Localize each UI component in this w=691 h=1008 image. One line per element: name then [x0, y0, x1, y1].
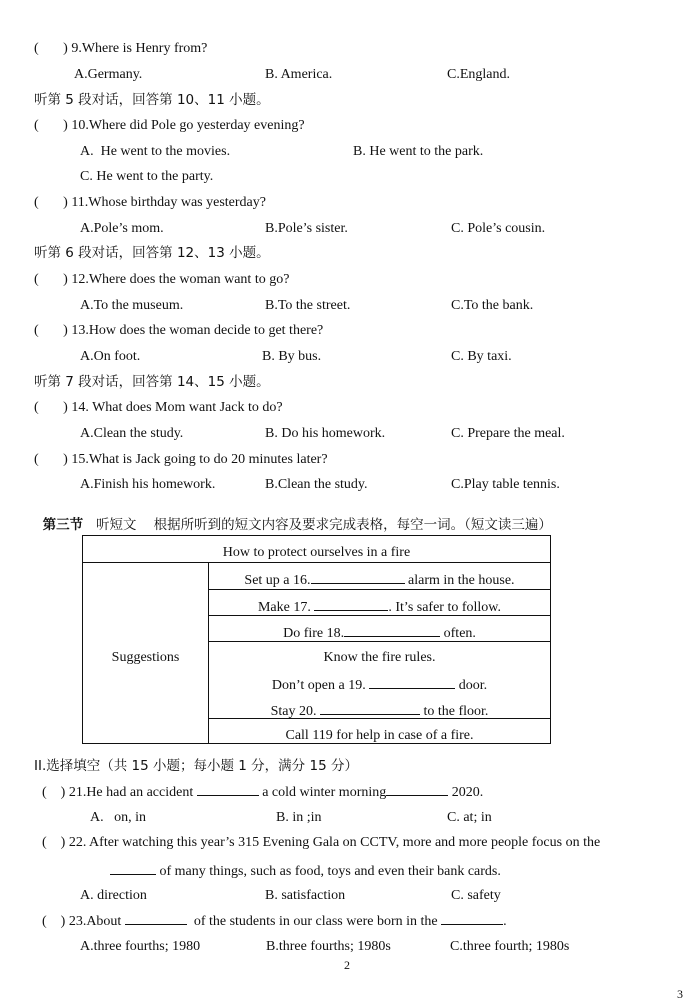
- question-10: ( ) 10.Where did Pole go yesterday evening?: [34, 118, 305, 133]
- blank-19[interactable]: [369, 676, 455, 689]
- table-title: How to protect ourselves in a fire: [222, 545, 411, 560]
- q15-option-b: B.Clean the study.: [265, 477, 368, 492]
- fire-safety-table: [82, 535, 551, 744]
- q9-option-c: C.England.: [447, 67, 510, 82]
- table-row-rules: Know the fire rules.: [323, 650, 436, 665]
- part-3-instructions: 听短文 根据所听到的短文内容及要求完成表格，每空一词。（短文读三遍）: [95, 517, 552, 533]
- q14-option-c: C. Prepare the meal.: [451, 426, 565, 441]
- question-22-cont: of many things, such as food, toys and even their bank cards.: [110, 862, 501, 880]
- section-7-heading: 听第 7 段对话，回答第 14、15 小题。: [34, 374, 270, 390]
- table-row-16: Set up a 16. alarm in the house.: [244, 573, 515, 588]
- section-5-heading: 听第 5 段对话，回答第 10、11 小题。: [34, 92, 270, 108]
- q15-option-a: A.Finish his homework.: [80, 477, 216, 492]
- q15-option-c: C.Play table tennis.: [451, 477, 560, 492]
- corner-page-number: 3: [677, 987, 683, 1001]
- q23-option-b: B.three fourths; 1980s: [266, 939, 391, 954]
- page-number: 2: [344, 958, 350, 972]
- blank-23a[interactable]: [125, 912, 187, 925]
- q11-option-c: C. Pole’s cousin.: [451, 221, 546, 236]
- q12-option-b: B.To the street.: [265, 298, 351, 313]
- q12-option-c: C.To the bank.: [451, 298, 534, 313]
- question-13: ( ) 13.How does the woman decide to get there?: [34, 323, 324, 338]
- question-21: ( ) 21.He had an accident a cold winter morning 2020.: [42, 785, 484, 800]
- q10-option-a: A. He went to the movies.: [80, 144, 231, 159]
- blank-16[interactable]: [311, 571, 405, 584]
- table-row-call: Call 119 for help in case of a fire.: [285, 728, 474, 743]
- q23-option-c: C.three fourth; 1980s: [450, 939, 570, 954]
- blank-18[interactable]: [344, 624, 440, 637]
- part-3-label: 第三节: [42, 517, 84, 533]
- question-9: ( ) 9.Where is Henry from?: [34, 41, 208, 56]
- question-22: ( ) 22. After watching this year’s 315 Evening Gala on CCTV, more and more people focus on the: [42, 835, 601, 850]
- q14-option-a: A.Clean the study.: [80, 426, 184, 441]
- question-14: ( ) 14. What does Mom want Jack to do?: [34, 400, 283, 415]
- q9-option-a: A.Germany.: [74, 67, 143, 82]
- table-row-20: Stay 20. to the floor.: [270, 704, 489, 719]
- q9-option-b: B. America.: [265, 67, 333, 82]
- table-row-label: Suggestions: [111, 650, 180, 665]
- q12-option-a: A.To the museum.: [80, 298, 184, 313]
- q11-option-a: A.Pole’s mom.: [80, 221, 164, 236]
- section-6-heading: 听第 6 段对话，回答第 12、13 小题。: [34, 245, 270, 261]
- q22-option-c: C. safety: [451, 888, 501, 903]
- table-row-17: Make 17. . It’s safer to follow.: [257, 600, 501, 615]
- part-3-heading: [34, 501, 552, 533]
- blank-23b[interactable]: [441, 912, 503, 925]
- blank-22[interactable]: [110, 862, 156, 875]
- question-12: ( ) 12.Where does the woman want to go?: [34, 272, 290, 287]
- q22-option-a: A. direction: [80, 888, 147, 903]
- q13-option-a: A.On foot.: [80, 349, 141, 364]
- blank-21a[interactable]: [197, 783, 259, 796]
- section-2-heading: II.选择填空（共 15 小题；每小题 1 分，满分 15 分）: [34, 758, 358, 774]
- question-15: ( ) 15.What is Jack going to do 20 minutes later?: [34, 452, 328, 467]
- q10-option-c: C. He went to the party.: [80, 169, 214, 184]
- blank-21b[interactable]: [386, 783, 448, 796]
- table-row-18: Do fire 18. often.: [283, 626, 476, 641]
- q22-option-b: B. satisfaction: [265, 888, 346, 903]
- q11-option-b: B.Pole’s sister.: [265, 221, 348, 236]
- q13-option-b: B. By bus.: [262, 349, 322, 364]
- q13-option-c: C. By taxi.: [451, 349, 512, 364]
- question-11: ( ) 11.Whose birthday was yesterday?: [34, 195, 266, 210]
- blank-20[interactable]: [320, 702, 420, 715]
- q23-option-a: A.three fourths; 1980: [80, 939, 201, 954]
- q10-option-b: B. He went to the park.: [353, 144, 484, 159]
- blank-17[interactable]: [314, 598, 388, 611]
- table-row-19: Don’t open a 19. door.: [271, 678, 488, 693]
- q21-option-a: A. on, in: [90, 810, 146, 825]
- question-23: ( ) 23.About of the students in our class were born in the .: [42, 914, 507, 929]
- q21-option-b: B. in ;in: [276, 810, 322, 825]
- q21-option-c: C. at; in: [447, 810, 492, 825]
- q14-option-b: B. Do his homework.: [265, 426, 386, 441]
